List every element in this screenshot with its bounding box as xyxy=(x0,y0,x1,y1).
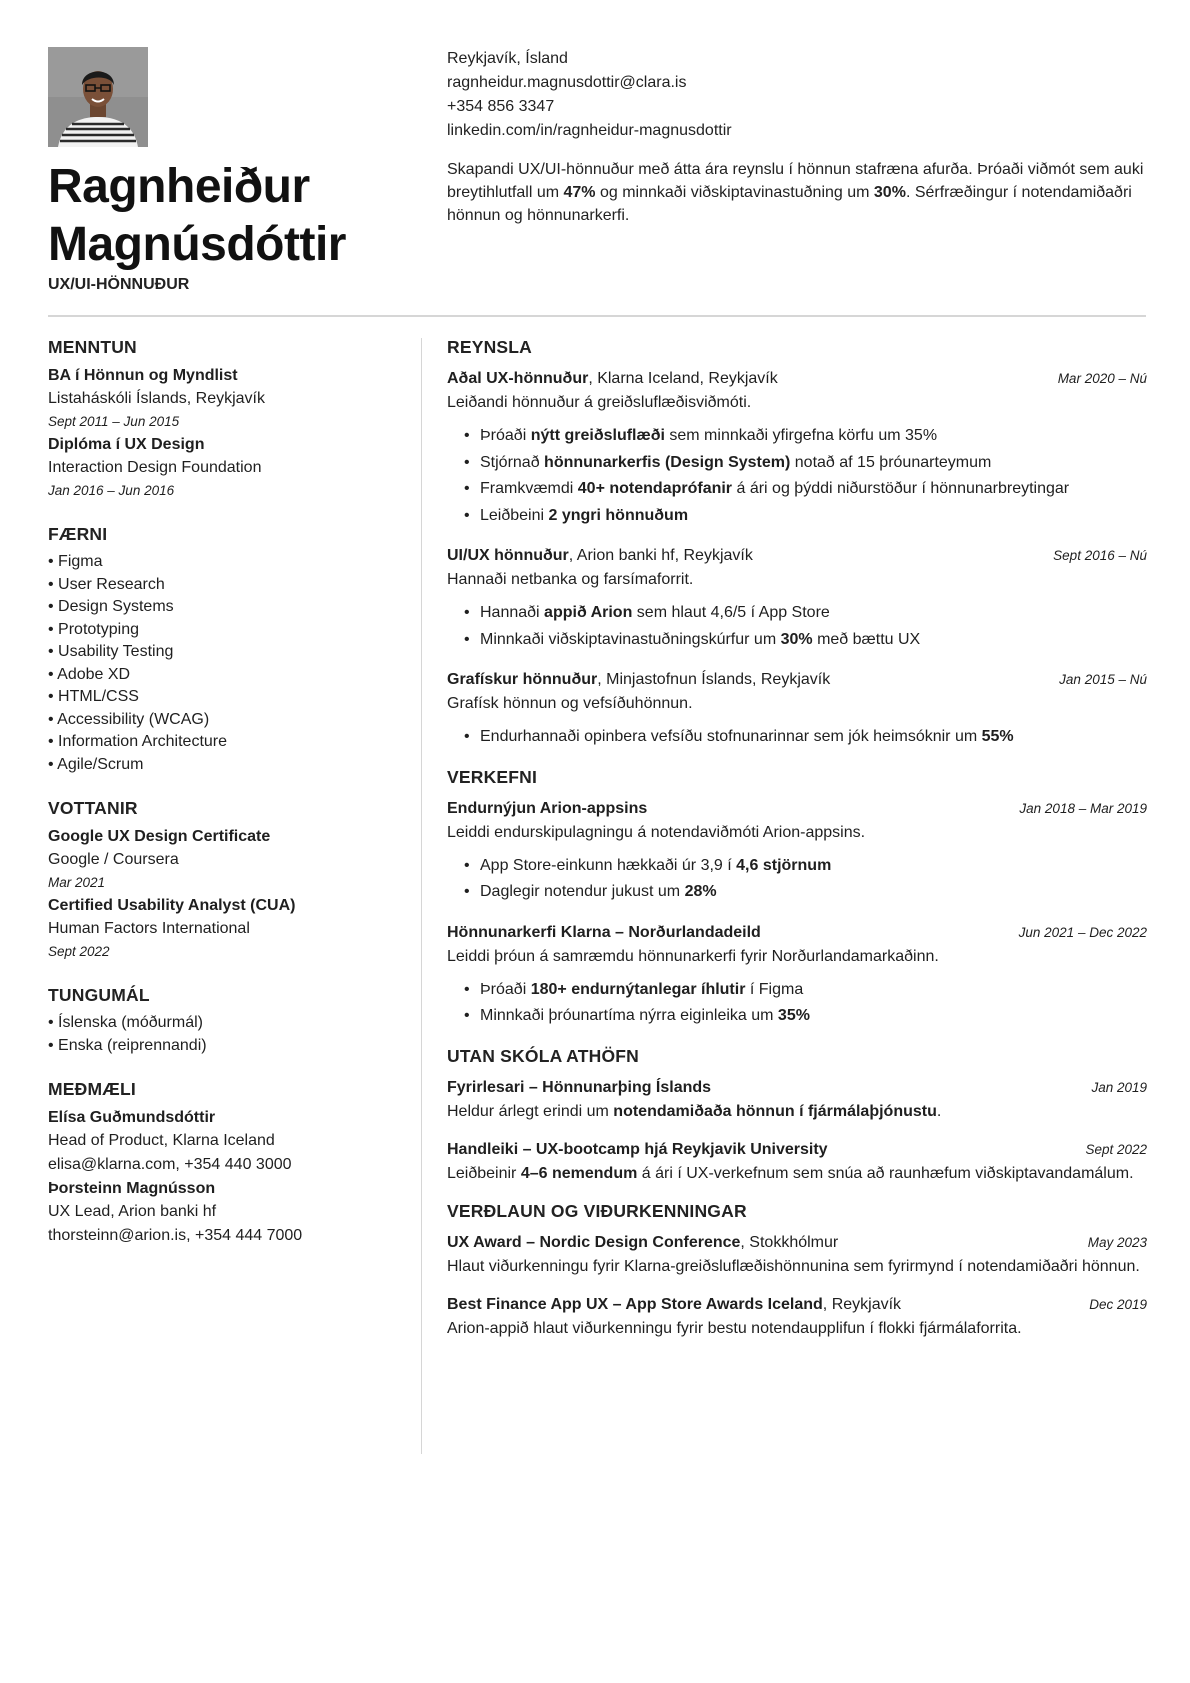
role: Aðal UX-hönnuður xyxy=(447,370,589,387)
projects-section xyxy=(447,767,1147,1030)
activity-name: Fyrirlesari – Hönnunarþing Íslands xyxy=(447,1078,712,1096)
bullet-item xyxy=(464,1003,1147,1030)
bullet-item xyxy=(464,423,1147,450)
skill-item: • Design Systems xyxy=(48,598,174,615)
dates: Sept 2011 – Jun 2015 xyxy=(48,414,180,429)
skill-item: • Figma xyxy=(48,553,103,570)
school: Interaction Design Foundation xyxy=(48,459,262,476)
skills-section xyxy=(48,524,398,776)
entry-description: Leiðandi hönnuður á greiðsluflæðisviðmóti. xyxy=(447,394,752,411)
certification-date: Mar 2021 xyxy=(48,875,106,890)
bullet-highlight: 40+ notendaprófanir xyxy=(577,480,733,497)
bullet-item xyxy=(464,600,1147,627)
role: UI/UX hönnuður xyxy=(447,547,569,564)
education-section xyxy=(48,337,398,502)
section-heading: VERKEFNI xyxy=(447,766,538,787)
experience-item xyxy=(447,367,1147,529)
bullet-list xyxy=(447,724,1147,751)
experience-section xyxy=(447,337,1147,751)
entry-header xyxy=(447,1293,1147,1317)
contact-city: Reykjavík, Ísland xyxy=(447,50,568,67)
activity-item xyxy=(447,1138,1147,1185)
entry-description xyxy=(447,1162,1147,1185)
entry-dates: Jan 2015 – Nú xyxy=(1059,672,1147,687)
bullet-highlight: 180+ endurnýtanlegar íhlutir xyxy=(530,980,746,998)
header-divider xyxy=(48,315,1146,317)
language-item: • Íslenska (móðurmál) xyxy=(48,1014,203,1031)
school: Listaháskóli Íslands, Reykjavík xyxy=(48,390,265,407)
entry-header xyxy=(447,921,1147,945)
project-name: Endurnýjun Arion-appsins xyxy=(447,799,648,817)
entry-dates: Jan 2019 xyxy=(1091,1079,1147,1095)
entry-header xyxy=(447,797,1147,821)
languages-list xyxy=(48,1012,398,1057)
certification-issuer: Human Factors International xyxy=(48,920,250,937)
award-item xyxy=(447,1293,1147,1340)
bullet-text: sem hlaut 4,6/5 í App Store xyxy=(632,604,830,621)
candidate-name xyxy=(48,158,346,274)
contact-email[interactable]: ragnheidur.magnusdottir@clara.is xyxy=(447,74,687,91)
entry-description: Hannaði netbanka og farsímaforrit. xyxy=(447,571,694,588)
award-name: Best Finance App UX – App Store Awards Iceland xyxy=(447,1295,823,1313)
bullet-text: App Store-einkunn hækkaði úr 3,9 í xyxy=(480,856,737,874)
education-item xyxy=(48,364,398,433)
reference-role: Head of Product, Klarna Iceland xyxy=(48,1132,275,1149)
entry-title xyxy=(447,1293,901,1317)
bullet-item xyxy=(464,503,1147,530)
entry-title xyxy=(447,668,830,692)
bullet-highlight: nýtt greiðsluflæði xyxy=(530,427,665,444)
language-item: • Enska (reiprennandi) xyxy=(48,1036,207,1054)
bullet-text: sem minnkaði yfirgefna körfu um 35% xyxy=(664,427,938,444)
entry-description: Arion-appið hlaut viðurkenningu fyrir bestu notendaupplifun í flokki fjármálaforrita. xyxy=(447,1319,1022,1337)
contact-linkedin[interactable]: linkedin.com/in/ragnheidur-magnusdottir xyxy=(447,122,732,139)
entry-header xyxy=(447,544,1147,568)
bullet-item xyxy=(464,724,1147,751)
section-heading: TUNGUMÁL xyxy=(48,985,150,1005)
desc-text: . xyxy=(936,1102,942,1120)
skill-item: • HTML/CSS xyxy=(48,688,139,705)
skill-item: • User Research xyxy=(48,575,165,593)
bullet-item xyxy=(464,977,1147,1004)
bullet-item xyxy=(464,853,1147,880)
summary-text: Skapandi UX/UI-hönnuður með átta ára reynslu í hönnun stafræna afurða. Þróaði viðmót sem auki breytihlutfall um xyxy=(447,161,1144,201)
summary-text: . Sérfræðingur í notendamiðaðri hönnun og hönnunarkerfi. xyxy=(447,184,1132,224)
right-column xyxy=(447,337,1147,1356)
entry-dates: Sept 2016 – Nú xyxy=(1053,548,1147,563)
experience-item xyxy=(447,544,1147,653)
name-last: Magnúsdóttir xyxy=(48,218,346,271)
education-item xyxy=(48,433,398,502)
dates: Jan 2016 – Jun 2016 xyxy=(48,483,175,498)
contact-phone: +354 856 3347 xyxy=(447,98,555,115)
entry-header xyxy=(447,367,1147,391)
organization: , Klarna Iceland, Reykjavík xyxy=(588,370,778,387)
project-item xyxy=(447,797,1147,906)
summary-highlight: 30% xyxy=(873,184,906,201)
bullet-item xyxy=(464,476,1147,503)
award-item xyxy=(447,1231,1147,1278)
profile-photo xyxy=(48,47,148,147)
bullet-text: í Figma xyxy=(745,980,804,998)
entry-dates: May 2023 xyxy=(1087,1234,1147,1250)
section-heading: VERÐLAUN OG VIÐURKENNINGAR xyxy=(447,1200,747,1221)
entry-dates: Jan 2018 – Mar 2019 xyxy=(1019,800,1147,816)
skill-item: • Agile/Scrum xyxy=(48,755,144,773)
organization: , Arion banki hf, Reykjavík xyxy=(568,547,753,564)
certification-item xyxy=(48,825,398,894)
reference-contact: elisa@klarna.com, +354 440 3000 xyxy=(48,1156,292,1173)
summary-highlight: 47% xyxy=(563,184,596,201)
entry-header xyxy=(447,668,1147,692)
degree: Diplóma í UX Design xyxy=(48,436,205,453)
entry-description xyxy=(447,1100,1147,1123)
desc-text: Heldur árlegt erindi um xyxy=(447,1102,614,1120)
entry-description: Leiddi endurskipulagningu á notendaviðmóti Arion-appsins. xyxy=(447,823,866,841)
award-name: UX Award – Nordic Design Conference xyxy=(447,1233,741,1251)
entry-title xyxy=(447,367,778,391)
reference-item xyxy=(48,1177,398,1248)
activities-section xyxy=(447,1046,1147,1185)
award-location: , Reykjavík xyxy=(822,1295,902,1313)
column-divider xyxy=(421,338,422,1454)
entry-title xyxy=(447,1231,838,1255)
entry-header xyxy=(447,1076,1147,1100)
bullet-item xyxy=(464,450,1147,477)
summary-text: og minnkaði viðskiptavinastuðning um xyxy=(595,184,874,201)
certifications-section xyxy=(48,798,398,963)
bullet-highlight: 35% xyxy=(777,1007,810,1024)
bullet-text: notað af 15 þróunarteymum xyxy=(790,453,992,471)
certification-issuer: Google / Coursera xyxy=(48,851,179,868)
reference-name: Elísa Guðmundsdóttir xyxy=(48,1109,216,1126)
activity-name: Handleiki – UX-bootcamp hjá Reykjavik University xyxy=(447,1140,828,1158)
bullet-text: Minnkaði viðskiptavinastuðningskúrfur um xyxy=(480,630,781,648)
bullet-text: Endurhannaði opinbera vefsíðu stofnunarinnar sem jók heimsóknir um xyxy=(480,728,982,745)
contact-block xyxy=(447,47,732,143)
certification-date: Sept 2022 xyxy=(48,944,110,959)
bullet-highlight: 55% xyxy=(981,728,1014,745)
languages-section xyxy=(48,985,398,1057)
bullet-highlight: appið Arion xyxy=(544,604,633,621)
bullet-item xyxy=(464,627,1147,654)
section-heading: MEÐMÆLI xyxy=(48,1079,136,1099)
entry-description: Grafísk hönnun og vefsíðuhönnun. xyxy=(447,695,693,712)
bullet-text: Þróaði xyxy=(480,980,531,998)
entry-header xyxy=(447,1138,1147,1162)
organization: , Minjastofnun Íslands, Reykjavík xyxy=(597,671,831,688)
skill-item: • Information Architecture xyxy=(48,733,228,750)
skill-item: • Usability Testing xyxy=(48,643,174,660)
experience-item xyxy=(447,668,1147,751)
reference-contact: thorsteinn@arion.is, +354 444 7000 xyxy=(48,1227,303,1244)
project-item xyxy=(447,921,1147,1030)
certification-name: Google UX Design Certificate xyxy=(48,828,271,845)
reference-name: Þorsteinn Magnússon xyxy=(48,1180,216,1197)
reference-item xyxy=(48,1106,398,1177)
name-first: Ragnheiður xyxy=(48,160,310,213)
bullet-highlight: hönnunarkerfis (Design System) xyxy=(544,453,791,471)
bullet-text: með bættu UX xyxy=(812,630,921,648)
bullet-item xyxy=(464,879,1147,906)
entry-dates: Jun 2021 – Dec 2022 xyxy=(1018,924,1147,940)
bullet-text: Minnkaði þróunartíma nýrra eiginleika um xyxy=(480,1007,778,1024)
bullet-list xyxy=(447,853,1147,906)
project-name: Hönnunarkerfi Klarna – Norðurlandadeild xyxy=(447,923,761,941)
bullet-text: á ári og þýddi niðurstöður í hönnunarbreytingar xyxy=(732,480,1070,497)
entry-description: Hlaut viðurkenningu fyrir Klarna-greiðsluflæðishönnunina sem fyrirmynd í notendamiðaðri hönnun. xyxy=(447,1257,1140,1275)
bullet-highlight: 30% xyxy=(780,630,813,648)
awards-section xyxy=(447,1201,1147,1340)
desc-text: Leiðbeinir xyxy=(447,1164,521,1182)
bullet-list xyxy=(447,600,1147,653)
bullet-highlight: 2 yngri hönnuðum xyxy=(548,506,689,524)
certification-item xyxy=(48,894,398,963)
section-heading: VOTTANIR xyxy=(48,798,138,818)
references-section xyxy=(48,1079,398,1248)
section-heading: UTAN SKÓLA ATHÖFN xyxy=(447,1045,639,1066)
entry-title xyxy=(447,544,753,568)
certification-name: Certified Usability Analyst (CUA) xyxy=(48,897,296,914)
entry-description: Leiddi þróun á samræmdu hönnunarkerfi fyrir Norðurlandamarkaðinn. xyxy=(447,947,939,965)
bullet-highlight: 4,6 stjörnum xyxy=(736,856,832,874)
left-column xyxy=(48,337,398,1270)
award-location: , Stokkhólmur xyxy=(740,1233,839,1251)
entry-dates: Mar 2020 – Nú xyxy=(1057,371,1147,386)
bullet-text: Stjórnað xyxy=(480,453,545,471)
section-heading: MENNTUN xyxy=(48,337,137,357)
skill-item: • Adobe XD xyxy=(48,665,131,683)
skills-list xyxy=(48,551,398,776)
bullet-list xyxy=(447,977,1147,1030)
entry-header xyxy=(447,1231,1147,1255)
bullet-text: Leiðbeini xyxy=(480,506,549,524)
role: Grafískur hönnuður xyxy=(447,671,598,688)
skill-item: • Prototyping xyxy=(48,620,139,638)
desc-text: á ári í UX-verkefnum sem snúa að raunhæfum viðskiptavandamálum. xyxy=(637,1164,1134,1182)
section-heading: REYNSLA xyxy=(447,337,533,357)
entry-dates: Dec 2019 xyxy=(1089,1296,1147,1312)
summary xyxy=(447,158,1147,227)
degree: BA í Hönnun og Myndlist xyxy=(48,367,238,384)
section-heading: FÆRNI xyxy=(48,524,108,544)
bullet-text: Framkvæmdi xyxy=(480,480,578,497)
activity-item xyxy=(447,1076,1147,1123)
desc-highlight: notendamiðaða hönnun í fjármálaþjónustu xyxy=(613,1102,937,1120)
bullet-text: Þróaði xyxy=(480,427,531,444)
bullet-highlight: 28% xyxy=(684,883,717,900)
skill-item: • Accessibility (WCAG) xyxy=(48,710,210,728)
bullet-text: Daglegir notendur jukust um xyxy=(480,883,685,900)
profile-photo-image xyxy=(48,47,148,147)
job-title: UX/UI-HÖNNUÐUR xyxy=(48,276,190,293)
bullet-text: Hannaði xyxy=(480,604,545,621)
entry-dates: Sept 2022 xyxy=(1085,1141,1147,1157)
bullet-list xyxy=(447,423,1147,529)
reference-role: UX Lead, Arion banki hf xyxy=(48,1203,217,1220)
desc-highlight: 4–6 nemendum xyxy=(520,1164,638,1182)
